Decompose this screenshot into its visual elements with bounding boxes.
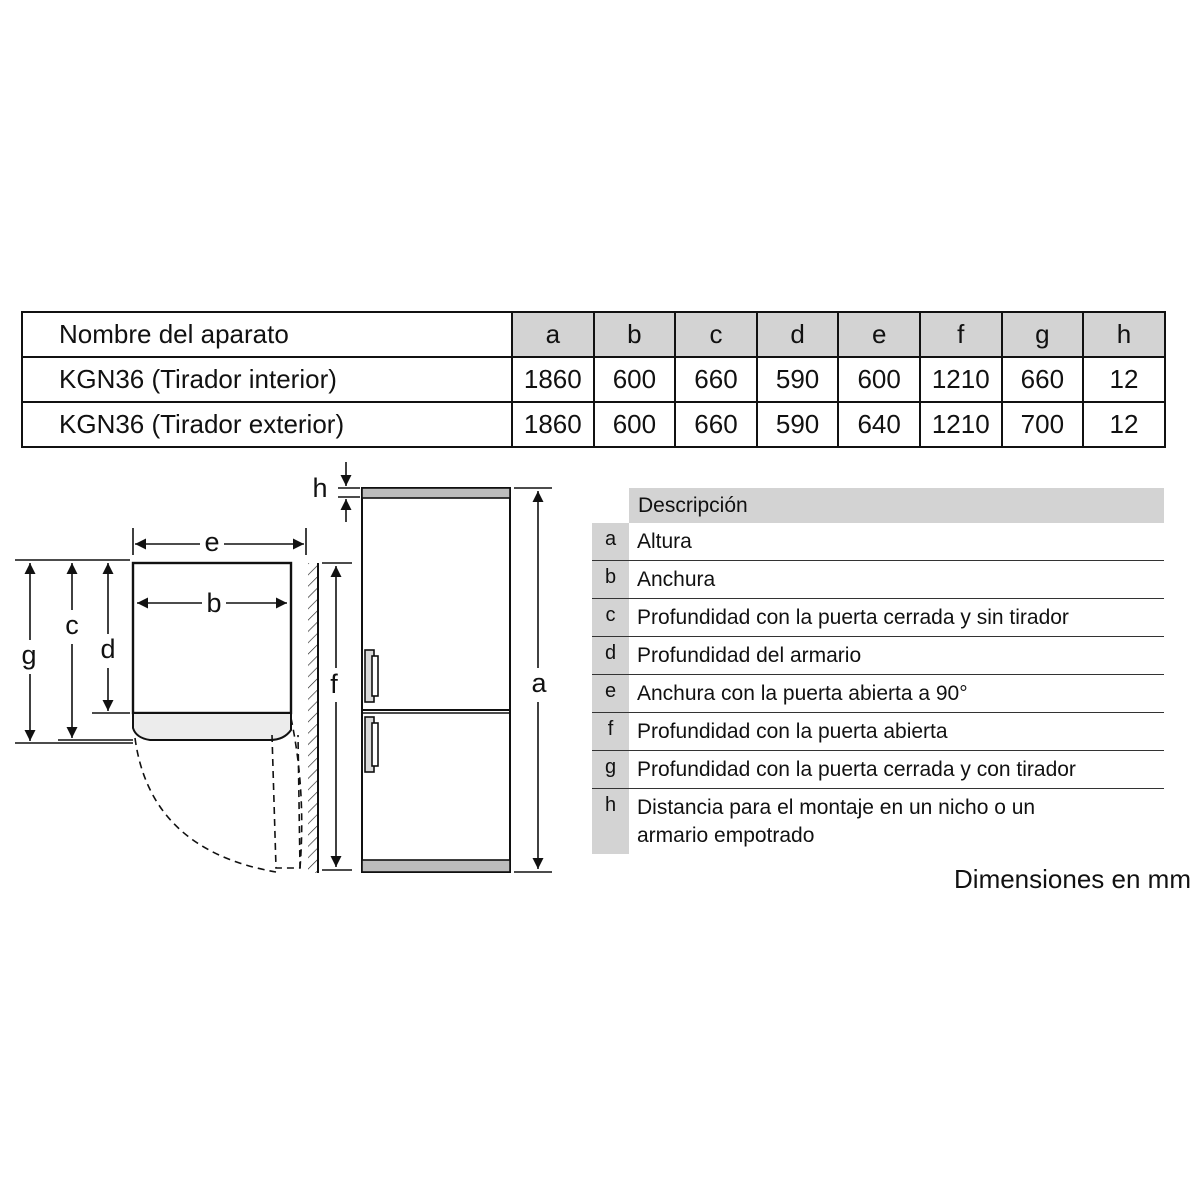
value-cell: 600 [838,357,920,402]
value-cell: 12 [1083,357,1165,402]
value-cell: 1210 [920,402,1002,447]
value-cell: 640 [838,402,920,447]
code-header-h: h [1083,312,1165,357]
code-header-a: a [512,312,594,357]
label-b: b [206,588,222,618]
bottom-plinth [362,860,510,872]
list-item [592,523,1164,561]
value-cell: 660 [1002,357,1084,402]
appliance-name: KGN36 (Tirador exterior) [22,402,512,447]
item-text: Distancia para el montaje en un nicho o un armario empotrado [637,796,1036,847]
code-header-d: d [757,312,839,357]
label-c: c [65,610,79,640]
item-letter: g [592,751,629,788]
label-d: d [100,634,116,664]
front-view-body [362,488,510,872]
item-text: Anchura con la puerta abierta a 90° [637,682,968,705]
description-header [592,488,1164,523]
label-e: e [204,527,220,557]
item-text: Anchura [637,568,716,591]
appliance-name-header: Nombre del aparato [22,312,512,357]
value-cell: 590 [757,402,839,447]
value-cell: 1860 [512,402,594,447]
code-header-g: g [1002,312,1084,357]
label-a: a [531,668,547,698]
label-h: h [312,473,328,503]
list-item [592,599,1164,637]
value-cell: 660 [675,402,757,447]
item-letter: b [592,561,629,598]
code-header-c: c [675,312,757,357]
item-letter: e [592,675,629,712]
code-header-f: f [920,312,1002,357]
item-letter: d [592,637,629,674]
item-text: Profundidad con la puerta cerrada y sin tirador [637,606,1069,629]
list-item [592,561,1164,599]
top-view-body [133,563,291,713]
list-item [592,789,1164,854]
label-g: g [21,640,37,670]
value-cell: 1860 [512,357,594,402]
dimension-drawing [0,0,600,900]
item-letter: f [592,713,629,750]
description-title: Descripción [629,488,1164,523]
value-cell: 660 [675,357,757,402]
value-cell: 590 [757,357,839,402]
item-text: Profundidad con la puerta cerrada y con tirador [637,758,1076,781]
item-text: Profundidad del armario [637,644,862,667]
top-strip [362,488,510,498]
top-view-door [133,713,291,740]
value-cell: 600 [594,357,676,402]
description-table [592,488,1164,854]
value-cell: 1210 [920,357,1002,402]
list-item [592,751,1164,789]
label-f: f [330,669,338,699]
list-item [592,713,1164,751]
list-item [592,637,1164,675]
list-item [592,675,1164,713]
code-header-b: b [594,312,676,357]
item-letter: a [592,523,629,560]
door-swing-arc [135,738,276,872]
value-cell: 600 [594,402,676,447]
units-note: Dimensiones en mm [954,864,1191,894]
item-text: Altura [637,530,692,553]
value-cell: 700 [1002,402,1084,447]
opened-door-outline [272,735,300,868]
wall-hatch [308,563,318,873]
item-letter: h [592,789,629,854]
item-text: Profundidad con la puerta abierta [637,720,948,743]
appliance-name: KGN36 (Tirador interior) [22,357,512,402]
code-header-e: e [838,312,920,357]
item-letter: c [592,599,629,636]
value-cell: 12 [1083,402,1165,447]
